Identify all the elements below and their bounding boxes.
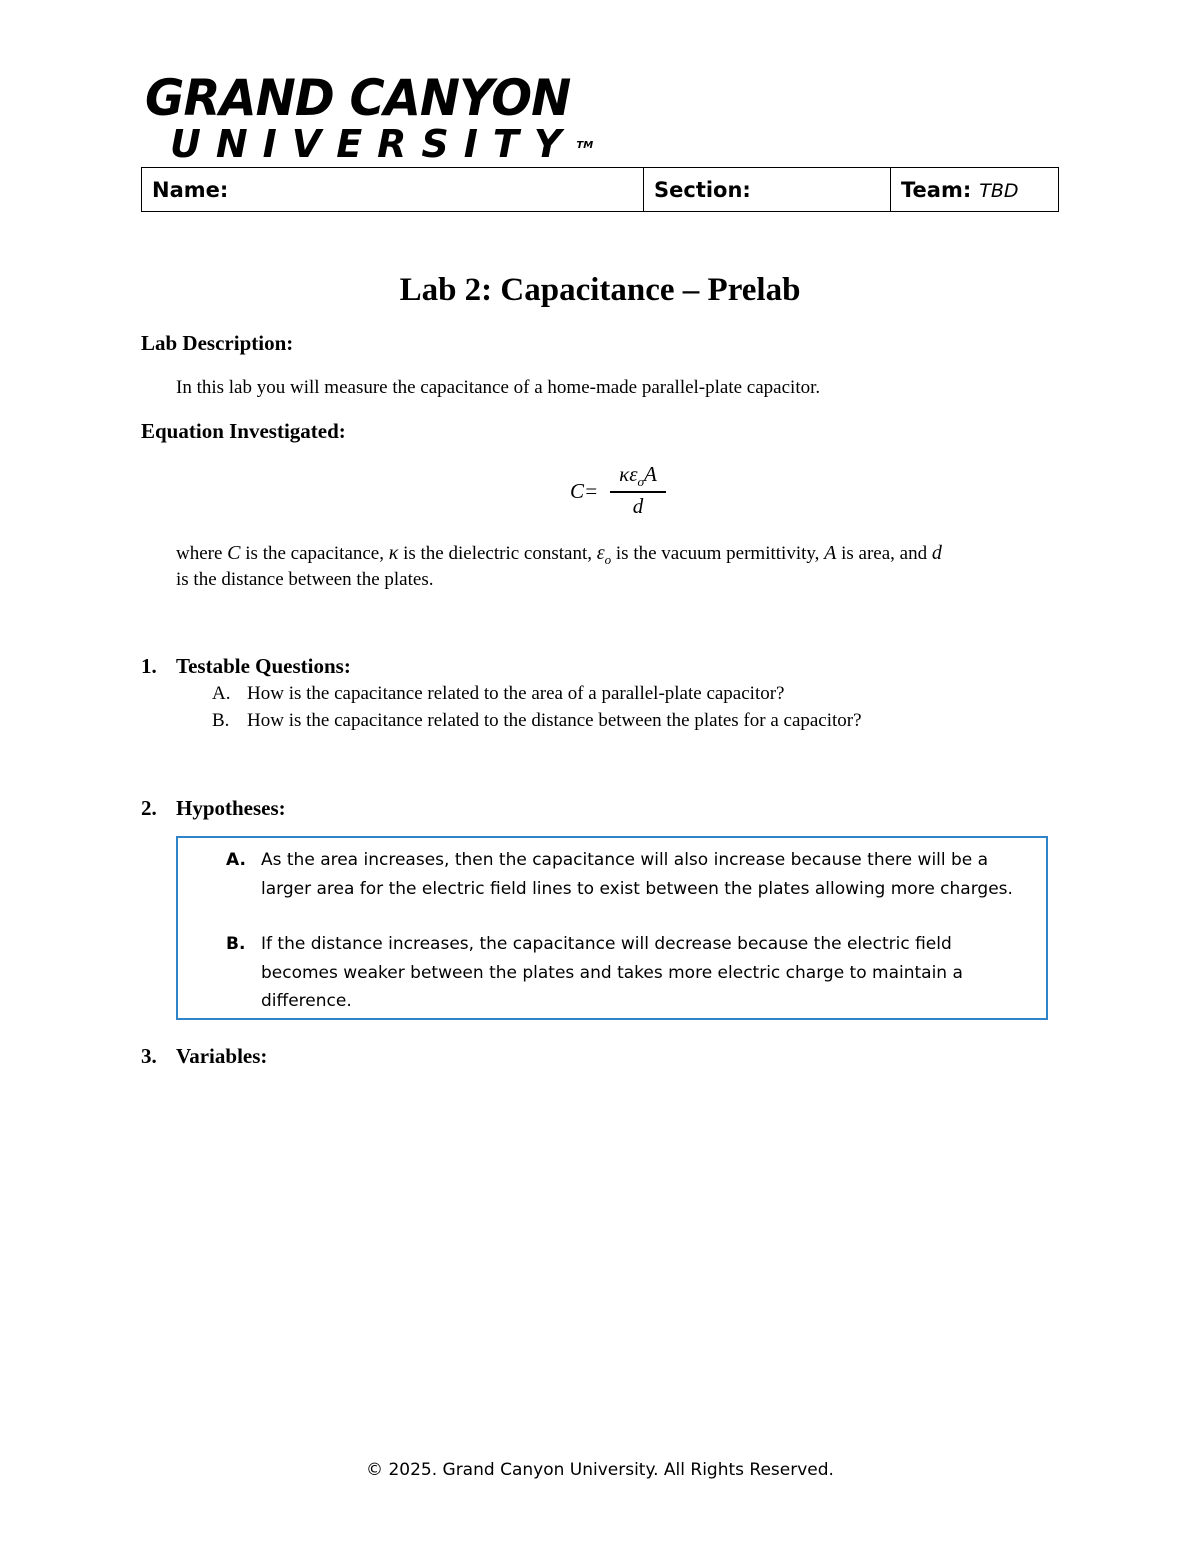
section-label: Section: bbox=[654, 177, 751, 202]
logo-line1: GRAND CANYON bbox=[145, 69, 571, 127]
team-label: Team: bbox=[901, 177, 972, 202]
student-info-table bbox=[141, 167, 1059, 212]
logo-trademark: TM bbox=[576, 140, 594, 151]
logo-line2: UNIVERSITY™ bbox=[170, 122, 594, 166]
question-a-letter: A. bbox=[212, 683, 231, 704]
hypothesis-a-text: As the area increases, then the capacitance will also increase because there will be a larger area for the electric field lines to exist between the plates allowing more charges. bbox=[261, 850, 1013, 899]
name-label: Name: bbox=[152, 177, 229, 202]
section-cell[interactable] bbox=[644, 168, 891, 212]
hypothesis-b-text: If the distance increases, the capacitance will decrease because the electric field becomes weaker between the plates and takes more electric charge to maintain a difference. bbox=[261, 934, 963, 1011]
hypothesis-b-letter: B. bbox=[226, 934, 246, 954]
question-b-letter: B. bbox=[212, 710, 230, 731]
name-cell[interactable] bbox=[142, 168, 644, 212]
team-value: TBD bbox=[979, 179, 1019, 202]
hypotheses-heading: Hypotheses: bbox=[176, 796, 286, 820]
hypotheses-answer-box[interactable] bbox=[176, 836, 1048, 1020]
fraction-bar bbox=[610, 491, 666, 493]
copyright-footer: © 2025. Grand Canyon University. All Rights Reserved. bbox=[366, 1460, 834, 1480]
page-title: Lab 2: Capacitance – Prelab bbox=[399, 272, 801, 308]
team-cell[interactable] bbox=[891, 168, 1059, 212]
equation-explanation-line2: is the distance between the plates. bbox=[176, 569, 434, 590]
variables-heading: Variables: bbox=[176, 1044, 268, 1068]
lab-description-text: In this lab you will measure the capacitance of a home-made parallel-plate capacitor. bbox=[176, 377, 821, 398]
variables-number: 3. bbox=[141, 1044, 157, 1068]
university-logo bbox=[145, 69, 594, 166]
equation-denominator: d bbox=[632, 494, 644, 518]
question-b-text: How is the capacitance related to the distance between the plates for a capacitor? bbox=[247, 710, 862, 731]
equation-explanation: where C is the capacitance, κ is the dielectric constant, $\varepsilon_o$ is the vacuum permittivity, A is area, and d bbox=[176, 542, 942, 567]
testable-heading: Testable Questions: bbox=[176, 654, 351, 678]
equation-lhs: C= bbox=[570, 479, 599, 503]
question-a-text: How is the capacitance related to the area of a parallel-plate capacitor? bbox=[247, 683, 785, 704]
testable-number: 1. bbox=[141, 654, 157, 678]
lab-description-heading: Lab Description: bbox=[141, 331, 294, 355]
hypotheses-number: 2. bbox=[141, 796, 157, 820]
equation-heading: Equation Investigated: bbox=[141, 419, 346, 443]
capacitance-equation bbox=[570, 462, 680, 522]
hypothesis-a-letter: A. bbox=[226, 850, 246, 870]
equation-numerator: $\kappa\varepsilon_oA$ bbox=[619, 462, 657, 490]
